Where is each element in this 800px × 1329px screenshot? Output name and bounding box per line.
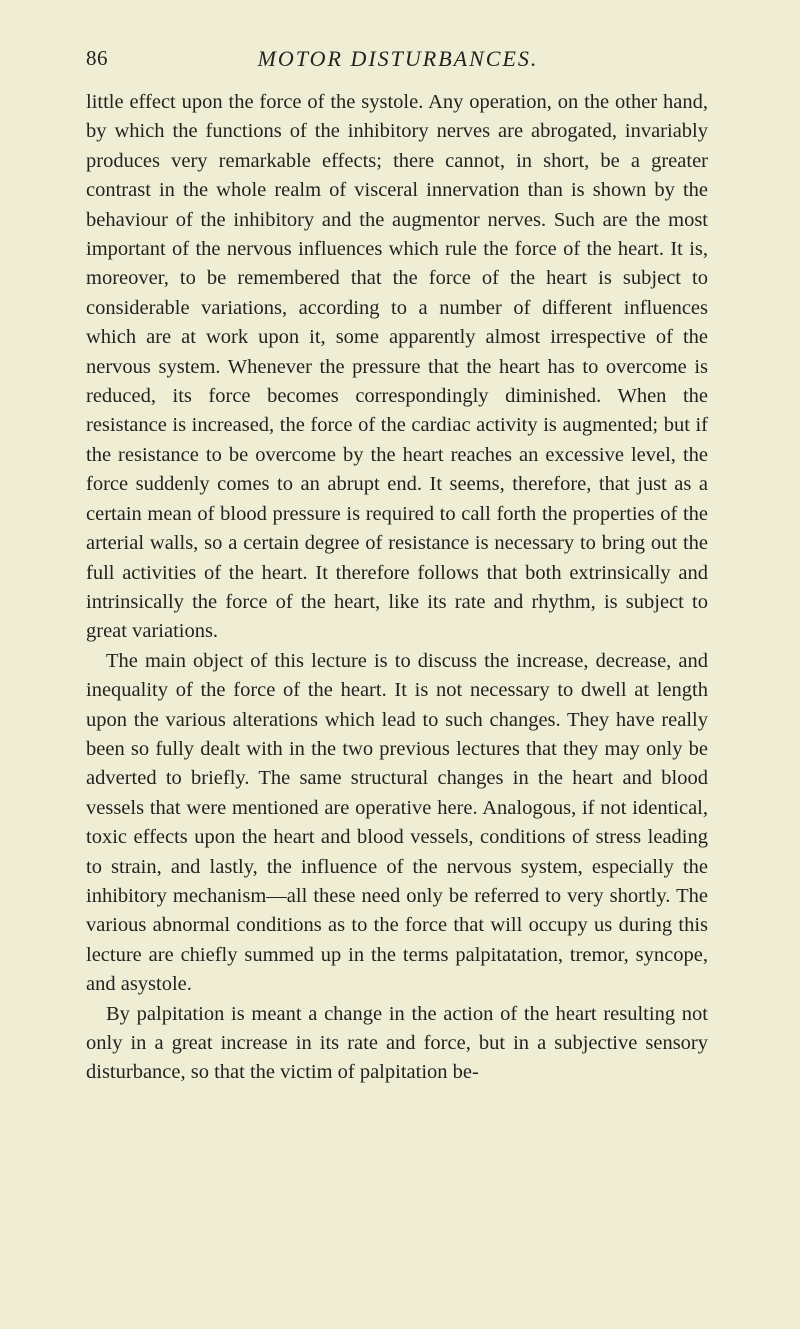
- body-text: [86, 88, 708, 1088]
- running-title: MOTOR DISTURBANCES.: [257, 46, 539, 71]
- paragraph-palpitation: By palpitation is meant a change in the action of the heart resulting not only in a great increase in its rate and force, but in a subjective sensory disturbance, so that the victim of palpitation be-: [86, 1002, 708, 1084]
- page-number: 86: [86, 46, 108, 70]
- paragraph-continued: little effect upon the force of the systole. Any operation, on the other hand, by which the functions of the inhibitory nerves are abrogated, invariably produces very remarkable effects; there cannot, in short, be a greater contrast in the whole realm of visceral innervation than is shown by the behaviour of the inhibitory and the augmentor nerves. Such are the most important of the nervous influences which rule the force of the heart. It is, moreover, to be remembered that the force of the heart is subject to considerable variations, according to a number of different influences which are at work upon it, some apparently almost irrespective of the nervous system. Whenever the pressure that the heart has to overcome is reduced, its force becomes correspondingly diminished. When the resistance is increased, the force of the cardiac activity is augmented; but if the resistance to be overcome by the heart reaches an excessive level, the force suddenly comes to an abrupt end. It seems, therefore, that just as a certain mean of blood pressure is required to call forth the properties of the arterial walls, so a certain degree of resistance is necessary to bring out the full activities of the heart. It therefore follows that both extrinsically and intrinsically the force of the heart, like its rate and rhythm, is subject to great variations.: [86, 91, 708, 643]
- paragraph-main-object: The main object of this lecture is to discuss the increase, decrease, and inequality of the force of the heart. It is not necessary to dwell at length upon the various alterations which lead to such changes. They have really been so fully dealt with in the two previous lectures that they may only be adverted to briefly. The same structural changes in the heart and blood vessels that were mentioned are operative here. Analogous, if not identical, toxic effects upon the heart and blood vessels, conditions of stress leading to strain, and lastly, the influence of the nervous system, especially the inhibitory mechanism—all these need only be referred to very shortly. The various abnormal conditions as to the force that will occupy us during this lecture are chiefly summed up in the terms palpitatation, tremor, syncope, and asystole.: [86, 649, 708, 996]
- page-header: [86, 46, 710, 76]
